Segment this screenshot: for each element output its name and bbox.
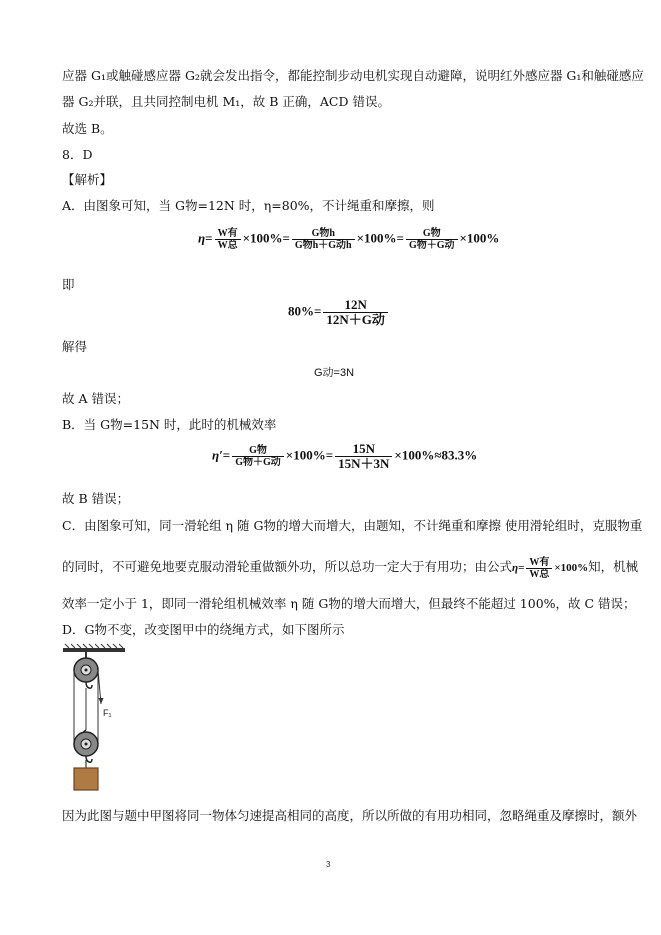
force-label: F₁ — [103, 708, 112, 718]
text-line-2: 器 G₂并联，且共同控制电机 M₁，故 B 正确，ACD 错误。 — [62, 94, 390, 109]
result-formula: G动=3N — [314, 367, 355, 379]
text-line-5: 【解析】 — [62, 172, 113, 187]
pulley-figure — [55, 642, 145, 802]
text-line-3: 故选 B。 — [62, 121, 113, 136]
efficiency-formula: η= $\frac{\text{W有}}{\text{W总}}$ ×100%= $\frac{\text{G物h}}{\text{G物h＋G动h}}$ ×100%= $\frac{\text{G物}}{\text{G物＋G动}}$ ×100% — [198, 228, 500, 251]
inline-efficiency-formula: η= $\frac{\text{W有}}{\text{W总}}$ ×100% — [512, 557, 589, 580]
text-line-16: 因为此图与题中甲图将同一物体匀速提高相同的高度，所以所做的有用功相同，忽略绳重及摩擦时，额外 — [62, 808, 638, 823]
text-line-1: 应器 G₁或触碰感应器 G₂就会发出指令，都能控制步动电机实现自动避障，说明红外感应器 G₁和触碰感应 — [62, 68, 644, 83]
text-line-10: B．当 G物=15N 时，此时的机械效率 — [62, 417, 277, 432]
text-line-14: 效率一定小于 1，即同一滑轮组机械效率 η 随 G物的增大而增大，但最终不能超过 100%，故 C 错误； — [62, 596, 636, 611]
text-line-13: 的同时，不可避免地要克服动滑轮重做额外功，所以总功一定大于有用功；由公式η= $\frac{\text{W有}}{\text{W总}}$ ×100%知，机械 — [62, 557, 639, 580]
text-line-6: A．由图象可知，当 G物=12N 时，η=80%，不计绳重和摩擦，则 — [62, 198, 435, 213]
ceiling — [63, 648, 125, 652]
page-number: 3 — [326, 860, 331, 869]
text-line-8: 解得 — [62, 339, 88, 354]
text-line-7: 即 — [62, 277, 75, 292]
text-line-4: 8．D — [62, 147, 93, 162]
substitution-formula: 80%= $\frac{12N}{\text{12N＋G动}}$ — [288, 298, 390, 327]
text-line-11: 故 B 错误； — [62, 491, 130, 506]
text-line-12: C．由图象可知，同一滑轮组 η 随 G物的增大而增大，由题知，不计绳重和摩擦 使用滑轮组时，克服物重 — [62, 518, 643, 533]
efficiency-b-formula: η′= $\frac{\text{G物}}{\text{G物＋G动}}$ ×100%= $\frac{15N}{15N+3N}$ ×100%≈83.3% — [212, 441, 478, 471]
weight-block — [74, 768, 98, 790]
text-line-15: D．G物不变，改变图甲中的绕绳方式，如下图所示 — [62, 622, 345, 637]
text-line-9: 故 A 错误； — [62, 391, 129, 406]
